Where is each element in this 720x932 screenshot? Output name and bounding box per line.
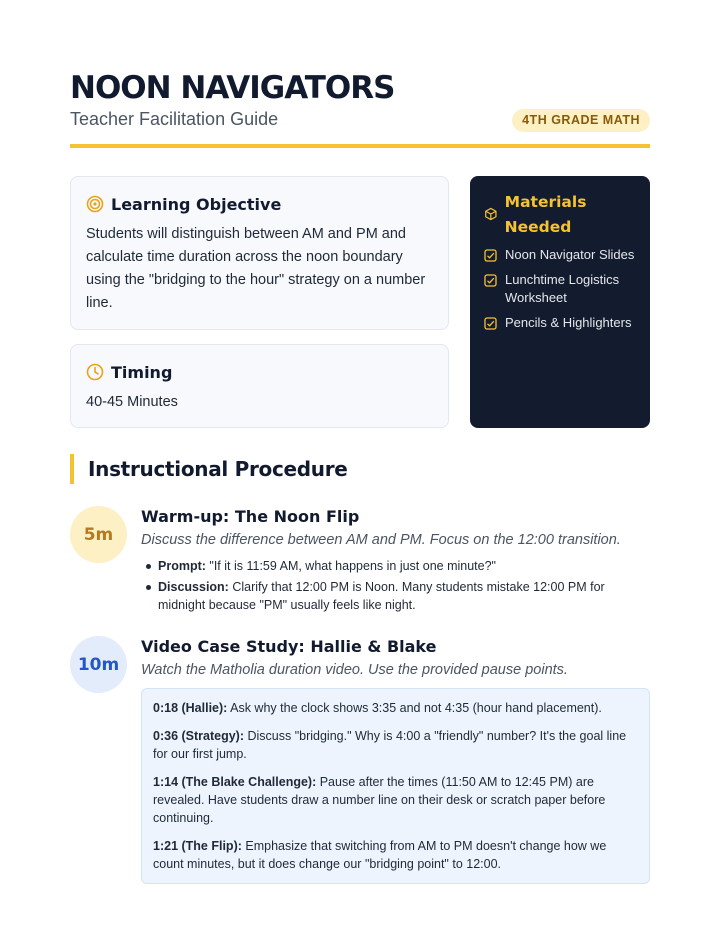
timing-title: Timing xyxy=(111,362,173,382)
page-subtitle: Teacher Facilitation Guide xyxy=(70,109,279,129)
pause-point xyxy=(153,727,638,763)
materials-item-label: Lunchtime Logistics Worksheet xyxy=(505,272,620,305)
duration-badge: 10m xyxy=(70,636,127,693)
learning-objective-title: Learning Objective xyxy=(111,194,282,214)
clock-icon xyxy=(86,363,104,381)
bullet-label: Prompt: xyxy=(158,559,206,573)
bullet-text: Clarify that 12:00 PM is Noon. Many students mistake 12:00 PM for midnight because "PM" usually feels like night. xyxy=(158,580,605,612)
step-content xyxy=(141,506,650,617)
checkbox-checked-icon xyxy=(484,317,497,330)
pause-point xyxy=(153,699,638,717)
step-description: Watch the Matholia duration video. Use the provided pause points. xyxy=(141,662,568,678)
pause-point-label: 0:18 (Hallie): xyxy=(153,701,228,715)
checkbox-checked-icon xyxy=(484,249,497,262)
bullet-label: Discussion: xyxy=(158,580,229,594)
list-item xyxy=(141,557,650,575)
materials-header xyxy=(484,190,636,240)
learning-objective-text: Students will distinguish between AM and PM and calculate time duration across the noon boundary using the "bridging to the hour" strategy on a number line. xyxy=(86,226,426,311)
duration-badge: 5m xyxy=(70,506,127,563)
materials-item-label: Noon Navigator Slides xyxy=(505,247,635,262)
procedure-heading: Instructional Procedure xyxy=(70,454,348,484)
materials-title: Materials Needed xyxy=(504,193,587,236)
step-title: Video Case Study: Hallie & Blake xyxy=(141,637,437,656)
pause-point xyxy=(153,837,638,873)
step-title: Warm-up: The Noon Flip xyxy=(141,507,360,526)
guide-page xyxy=(70,70,650,871)
timing-text: 40-45 Minutes xyxy=(86,394,178,410)
pause-point-text: Discuss "bridging." Why is 4:00 a "friendly" number? It's the goal line for our first jump. xyxy=(153,729,627,761)
pause-points-box xyxy=(141,688,650,884)
learning-objective-header xyxy=(86,193,433,215)
box-icon xyxy=(484,206,498,222)
list-item xyxy=(141,578,650,614)
materials-item-label: Pencils & Highlighters xyxy=(505,315,632,330)
pause-point-label: 1:21 (The Flip): xyxy=(153,839,242,853)
pause-point xyxy=(153,773,638,827)
materials-item xyxy=(484,246,636,264)
page-title: NOON NAVIGATORS xyxy=(70,70,395,106)
materials-list xyxy=(484,246,636,332)
overview-cards xyxy=(70,176,650,428)
pause-point-text: Pause after the times (11:50 AM to 12:45 PM) are revealed. Have students draw a number line on their desk or scratch paper before continuing. xyxy=(153,775,606,825)
header xyxy=(70,70,650,148)
step-content xyxy=(141,636,650,884)
pause-point-text: Ask why the clock shows 3:35 and not 4:35 (hour hand placement). xyxy=(227,701,602,715)
step-description: Discuss the difference between AM and PM. Focus on the 12:00 transition. xyxy=(141,532,621,548)
grade-badge: 4TH GRADE MATH xyxy=(512,109,650,132)
pause-point-text: Emphasize that switching from AM to PM doesn't change how we count minutes, but it does change our "bridging point" to 12:00. xyxy=(153,839,607,871)
materials-item xyxy=(484,314,636,332)
pause-point-label: 1:14 (The Blake Challenge): xyxy=(153,775,317,789)
checkbox-checked-icon xyxy=(484,274,497,287)
learning-objective-card xyxy=(70,176,449,330)
materials-item xyxy=(484,271,636,307)
bullet-text: "If it is 11:59 AM, what happens in just one minute?" xyxy=(205,559,496,573)
timing-header xyxy=(86,361,433,383)
timing-card xyxy=(70,344,449,428)
pause-point-label: 0:36 (Strategy): xyxy=(153,729,244,743)
step-bullet-list xyxy=(141,557,650,614)
target-icon xyxy=(86,195,104,213)
materials-card xyxy=(470,176,650,428)
